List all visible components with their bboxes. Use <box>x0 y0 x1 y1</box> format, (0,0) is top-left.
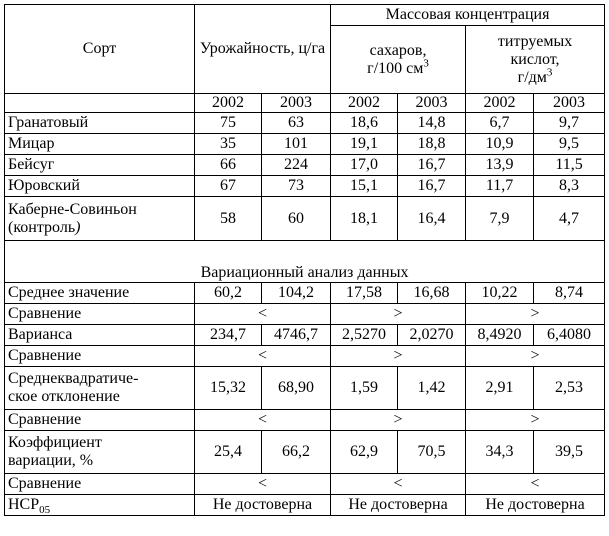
data-cell: 66,2 <box>262 431 331 474</box>
data-cell: 16,4 <box>398 197 466 241</box>
data-cell: 10,22 <box>466 283 534 304</box>
data-cell: 9,5 <box>534 134 605 155</box>
data-cell: 101 <box>262 134 331 155</box>
header-mass-concentration: Массовая концентрация <box>331 5 605 26</box>
data-cell: 19,1 <box>331 134 398 155</box>
data-cell: 6,4080 <box>534 325 605 346</box>
comparison-label: Сравнение <box>5 474 195 495</box>
header-sugars: сахаров, г/100 $см^3$ <box>331 26 466 94</box>
data-cell: 8,3 <box>534 176 605 197</box>
data-cell: 11,5 <box>534 155 605 176</box>
stats-row-mean <box>5 283 605 304</box>
data-cell: 224 <box>262 155 331 176</box>
data-cell: 17,58 <box>331 283 398 304</box>
table-row <box>5 176 605 197</box>
data-cell: 8,74 <box>534 283 605 304</box>
data-cell: 63 <box>262 113 331 134</box>
data-cell: 16,7 <box>398 176 466 197</box>
stat-label: Коэффициент вариации, % <box>5 431 195 474</box>
data-cell: 2,0270 <box>398 325 466 346</box>
nsr-value: Не достоверна <box>195 495 331 516</box>
data-cell: 18,6 <box>331 113 398 134</box>
comparison-label: Сравнение <box>5 346 195 367</box>
data-cell: 60,2 <box>195 283 262 304</box>
stat-label: Среднее значение <box>5 283 195 304</box>
data-cell: 75 <box>195 113 262 134</box>
stats-row-variance <box>5 325 605 346</box>
comparison-sign: < <box>466 474 605 495</box>
data-cell: 8,4920 <box>466 325 534 346</box>
comparison-sign: > <box>331 304 466 325</box>
spacer-row <box>5 241 605 264</box>
header-yield: Урожайность, ц/га <box>195 5 331 94</box>
data-cell: 15,32 <box>195 367 262 410</box>
comparison-sign: < <box>195 410 331 431</box>
data-cell: 39,5 <box>534 431 605 474</box>
grape-variety-table <box>4 4 605 516</box>
stats-row-stddev <box>5 367 605 410</box>
comparison-sign: > <box>466 304 605 325</box>
year-cell: 2003 <box>398 94 466 113</box>
data-cell: 66 <box>195 155 262 176</box>
data-cell: 16,7 <box>398 155 466 176</box>
table-row <box>5 134 605 155</box>
data-cell: 60 <box>262 197 331 241</box>
comparison-sign: < <box>195 304 331 325</box>
data-cell: 16,68 <box>398 283 466 304</box>
table-row <box>5 155 605 176</box>
data-cell: 18,8 <box>398 134 466 155</box>
data-cell: 2,5270 <box>331 325 398 346</box>
data-cell: 68,90 <box>262 367 331 410</box>
analysis-title: Вариационный анализ данных <box>5 263 605 283</box>
nsr-value: Не достоверна <box>466 495 605 516</box>
data-cell: 2,91 <box>466 367 534 410</box>
data-cell: 9,7 <box>534 113 605 134</box>
year-cell: 2003 <box>262 94 331 113</box>
year-cell: 2003 <box>534 94 605 113</box>
comparison-row <box>5 304 605 325</box>
data-cell: 6,7 <box>466 113 534 134</box>
comparison-sign: < <box>195 474 331 495</box>
variety-name: Гранатовый <box>5 113 195 134</box>
section-title-row <box>5 263 605 283</box>
variety-name: Юровский <box>5 176 195 197</box>
year-cell: 2002 <box>195 94 262 113</box>
data-cell: 25,4 <box>195 431 262 474</box>
table-row <box>5 197 605 241</box>
comparison-sign: > <box>331 346 466 367</box>
data-cell: 4,7 <box>534 197 605 241</box>
data-cell: 10,9 <box>466 134 534 155</box>
data-cell: 14,8 <box>398 113 466 134</box>
data-cell: 62,9 <box>331 431 398 474</box>
variety-name: Мицар <box>5 134 195 155</box>
data-cell: 58 <box>195 197 262 241</box>
nsr-value: Не достоверна <box>331 495 466 516</box>
data-cell: 73 <box>262 176 331 197</box>
data-cell: 70,5 <box>398 431 466 474</box>
data-cell: 234,7 <box>195 325 262 346</box>
comparison-label: Сравнение <box>5 304 195 325</box>
spacer-cell <box>5 241 605 264</box>
data-cell: 104,2 <box>262 283 331 304</box>
header-years-row <box>5 94 605 113</box>
data-cell: 17,0 <box>331 155 398 176</box>
nsr-row <box>5 495 605 516</box>
header-years-empty <box>5 94 195 113</box>
stat-label: Среднеквадратиче- ское отклонение <box>5 367 195 410</box>
stat-label: Варианса <box>5 325 195 346</box>
header-acids: титруемых кислот, $г/дм^3$ <box>466 26 605 94</box>
data-cell: 67 <box>195 176 262 197</box>
comparison-sign: > <box>331 410 466 431</box>
data-cell: 13,9 <box>466 155 534 176</box>
data-cell: 15,1 <box>331 176 398 197</box>
data-cell: 34,3 <box>466 431 534 474</box>
nsr-label: $НСР_{05}$ <box>5 495 195 516</box>
variety-name: Каберне-Совиньон (контроль) <box>5 197 195 241</box>
data-cell: 35 <box>195 134 262 155</box>
comparison-sign: > <box>466 346 605 367</box>
data-cell: 1,42 <box>398 367 466 410</box>
data-cell: 4746,7 <box>262 325 331 346</box>
year-cell: 2002 <box>466 94 534 113</box>
header-sort: Сорт <box>5 5 195 94</box>
header-row-top <box>5 5 605 26</box>
data-cell: 1,59 <box>331 367 398 410</box>
data-cell: 18,1 <box>331 197 398 241</box>
comparison-label: Сравнение <box>5 410 195 431</box>
data-cell: 2,53 <box>534 367 605 410</box>
comparison-sign: < <box>331 474 466 495</box>
comparison-row <box>5 346 605 367</box>
comparison-sign: < <box>195 346 331 367</box>
comparison-row <box>5 474 605 495</box>
year-cell: 2002 <box>331 94 398 113</box>
comparison-sign: > <box>466 410 605 431</box>
data-cell: 7,9 <box>466 197 534 241</box>
table-row <box>5 113 605 134</box>
data-cell: 11,7 <box>466 176 534 197</box>
comparison-row <box>5 410 605 431</box>
stats-row-cv <box>5 431 605 474</box>
variety-name: Бейсуг <box>5 155 195 176</box>
